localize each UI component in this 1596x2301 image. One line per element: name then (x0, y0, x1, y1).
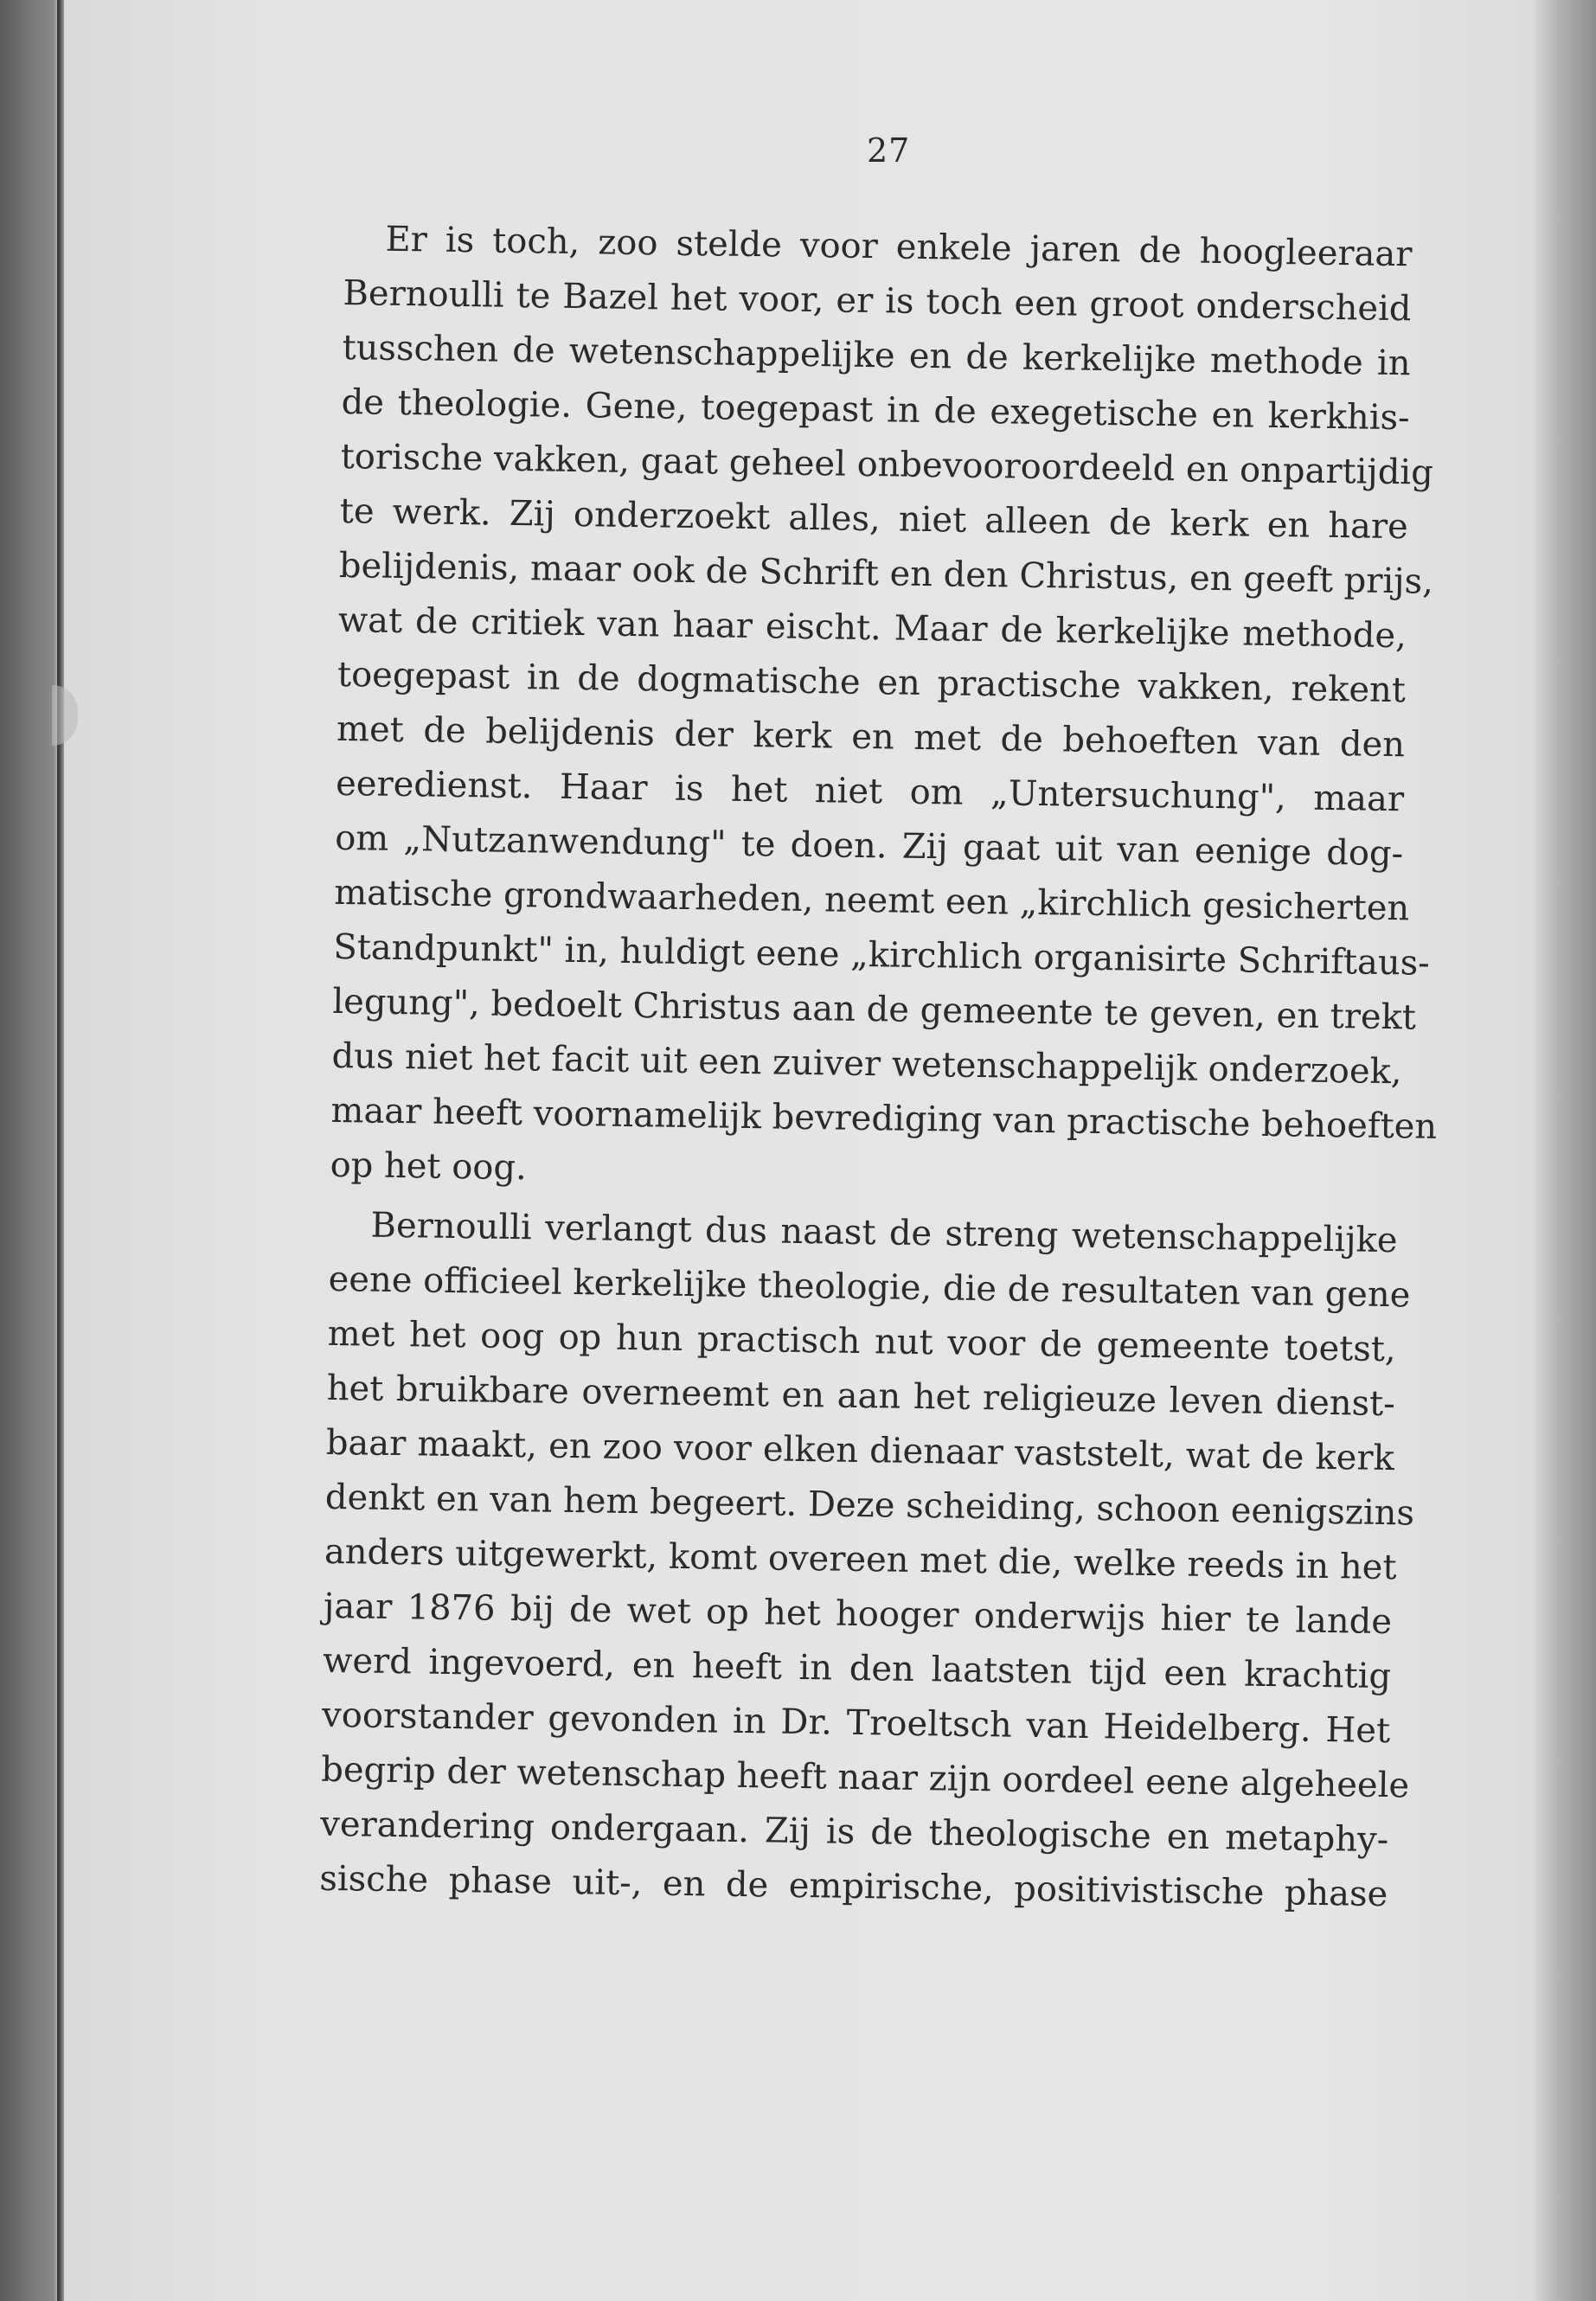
text-line: voorstander gevonden in Dr. Troeltsch van Heidelberg. Het (321, 1695, 1391, 1752)
text-line: belijdenis, maar ook de Schrift en den Christus, en geeft prijs, (338, 545, 1434, 602)
text-line: tusschen de wetenschappelijke en de kerkelijke methode in (342, 327, 1411, 384)
text-line: torische vakken, gaat geheel onbevooroordeeld en onpartijdig (340, 436, 1434, 493)
text-line: met de belijdenis der kerk en met de behoeften van den (336, 708, 1406, 766)
text-line: wat de critiek van haar eischt. Maar de kerkelijke methode, (337, 599, 1407, 657)
text-line: matische grondwaarheden, neemt een „kirchlich gesicherten (333, 872, 1410, 929)
page-number: 27 (867, 131, 911, 170)
text-line: het bruikbare overneemt en aan het religieuze leven dienst- (326, 1368, 1396, 1425)
text-line: Bernoulli verlangt dus naast de streng wetenschappelijke (370, 1205, 1398, 1261)
text-line: Standpunkt" in, huldigt eene „kirchlich organisirte Schriftaus- (333, 926, 1431, 984)
text-line: begrip der wetenschap heeft naar zijn oordeel eene algeheele (320, 1749, 1410, 1806)
text-line: met het oog op hun practisch nut voor de gemeente toetst, (327, 1313, 1396, 1370)
paragraph-1 (330, 212, 1438, 1208)
text-line: werd ingevoerd, en heeft in den laatsten tijd een krachtig (322, 1640, 1392, 1697)
text-line: Er is toch, zoo stelde voor enkele jaren de hoogleeraar (385, 219, 1413, 275)
text-line: om „Nutzanwendung" te doen. Zij gaat uit van eenige dog- (334, 817, 1404, 875)
text-line: Bernoulli te Bazel het voor, er is toch een groot onderscheid (343, 272, 1412, 330)
body-text (319, 212, 1438, 1922)
text-line: sische phase uit-, en de empirische, positivistische phase (319, 1858, 1388, 1915)
text-line: te werk. Zij onderzoekt alles, niet alleen de kerk en hare (339, 490, 1409, 548)
text-line: dus niet het facit uit een zuiver wetenschappelijk onderzoek, (331, 1035, 1402, 1093)
text-line: anders uitgewerkt, komt overeen met die, welke reeds in het (324, 1531, 1397, 1588)
text-line: eeredienst. Haar is het niet om „Untersuchung", maar (335, 763, 1405, 820)
text-line: toegepast in de dogmatische en practische vakken, rekent (337, 654, 1407, 711)
text-line: de theologie. Gene, toegepast in de exegetische en kerkhis- (341, 381, 1410, 439)
text-line: verandering ondergaan. Zij is de theologische en metaphy- (320, 1804, 1389, 1861)
text-line: baar maakt, en zoo voor elken dienaar vaststelt, wat de kerk (325, 1422, 1395, 1479)
paragraph-2 (319, 1198, 1415, 1922)
text-line: op het oog. (330, 1144, 528, 1189)
text-line: maar heeft voornamelijk bevrediging van practische behoeften (330, 1090, 1438, 1147)
text-line: eene officieel kerkelijke theologie, die de resultaten van gene (328, 1259, 1411, 1316)
text-line: jaar 1876 bij de wet op het hooger onderwijs hier te lande (323, 1586, 1393, 1643)
text-line: legung", bedoelt Christus aan de gemeente te geven, en trekt (332, 981, 1417, 1038)
text-line: denkt en van hem begeert. Deze scheiding, schoon eenigszins (324, 1477, 1415, 1534)
